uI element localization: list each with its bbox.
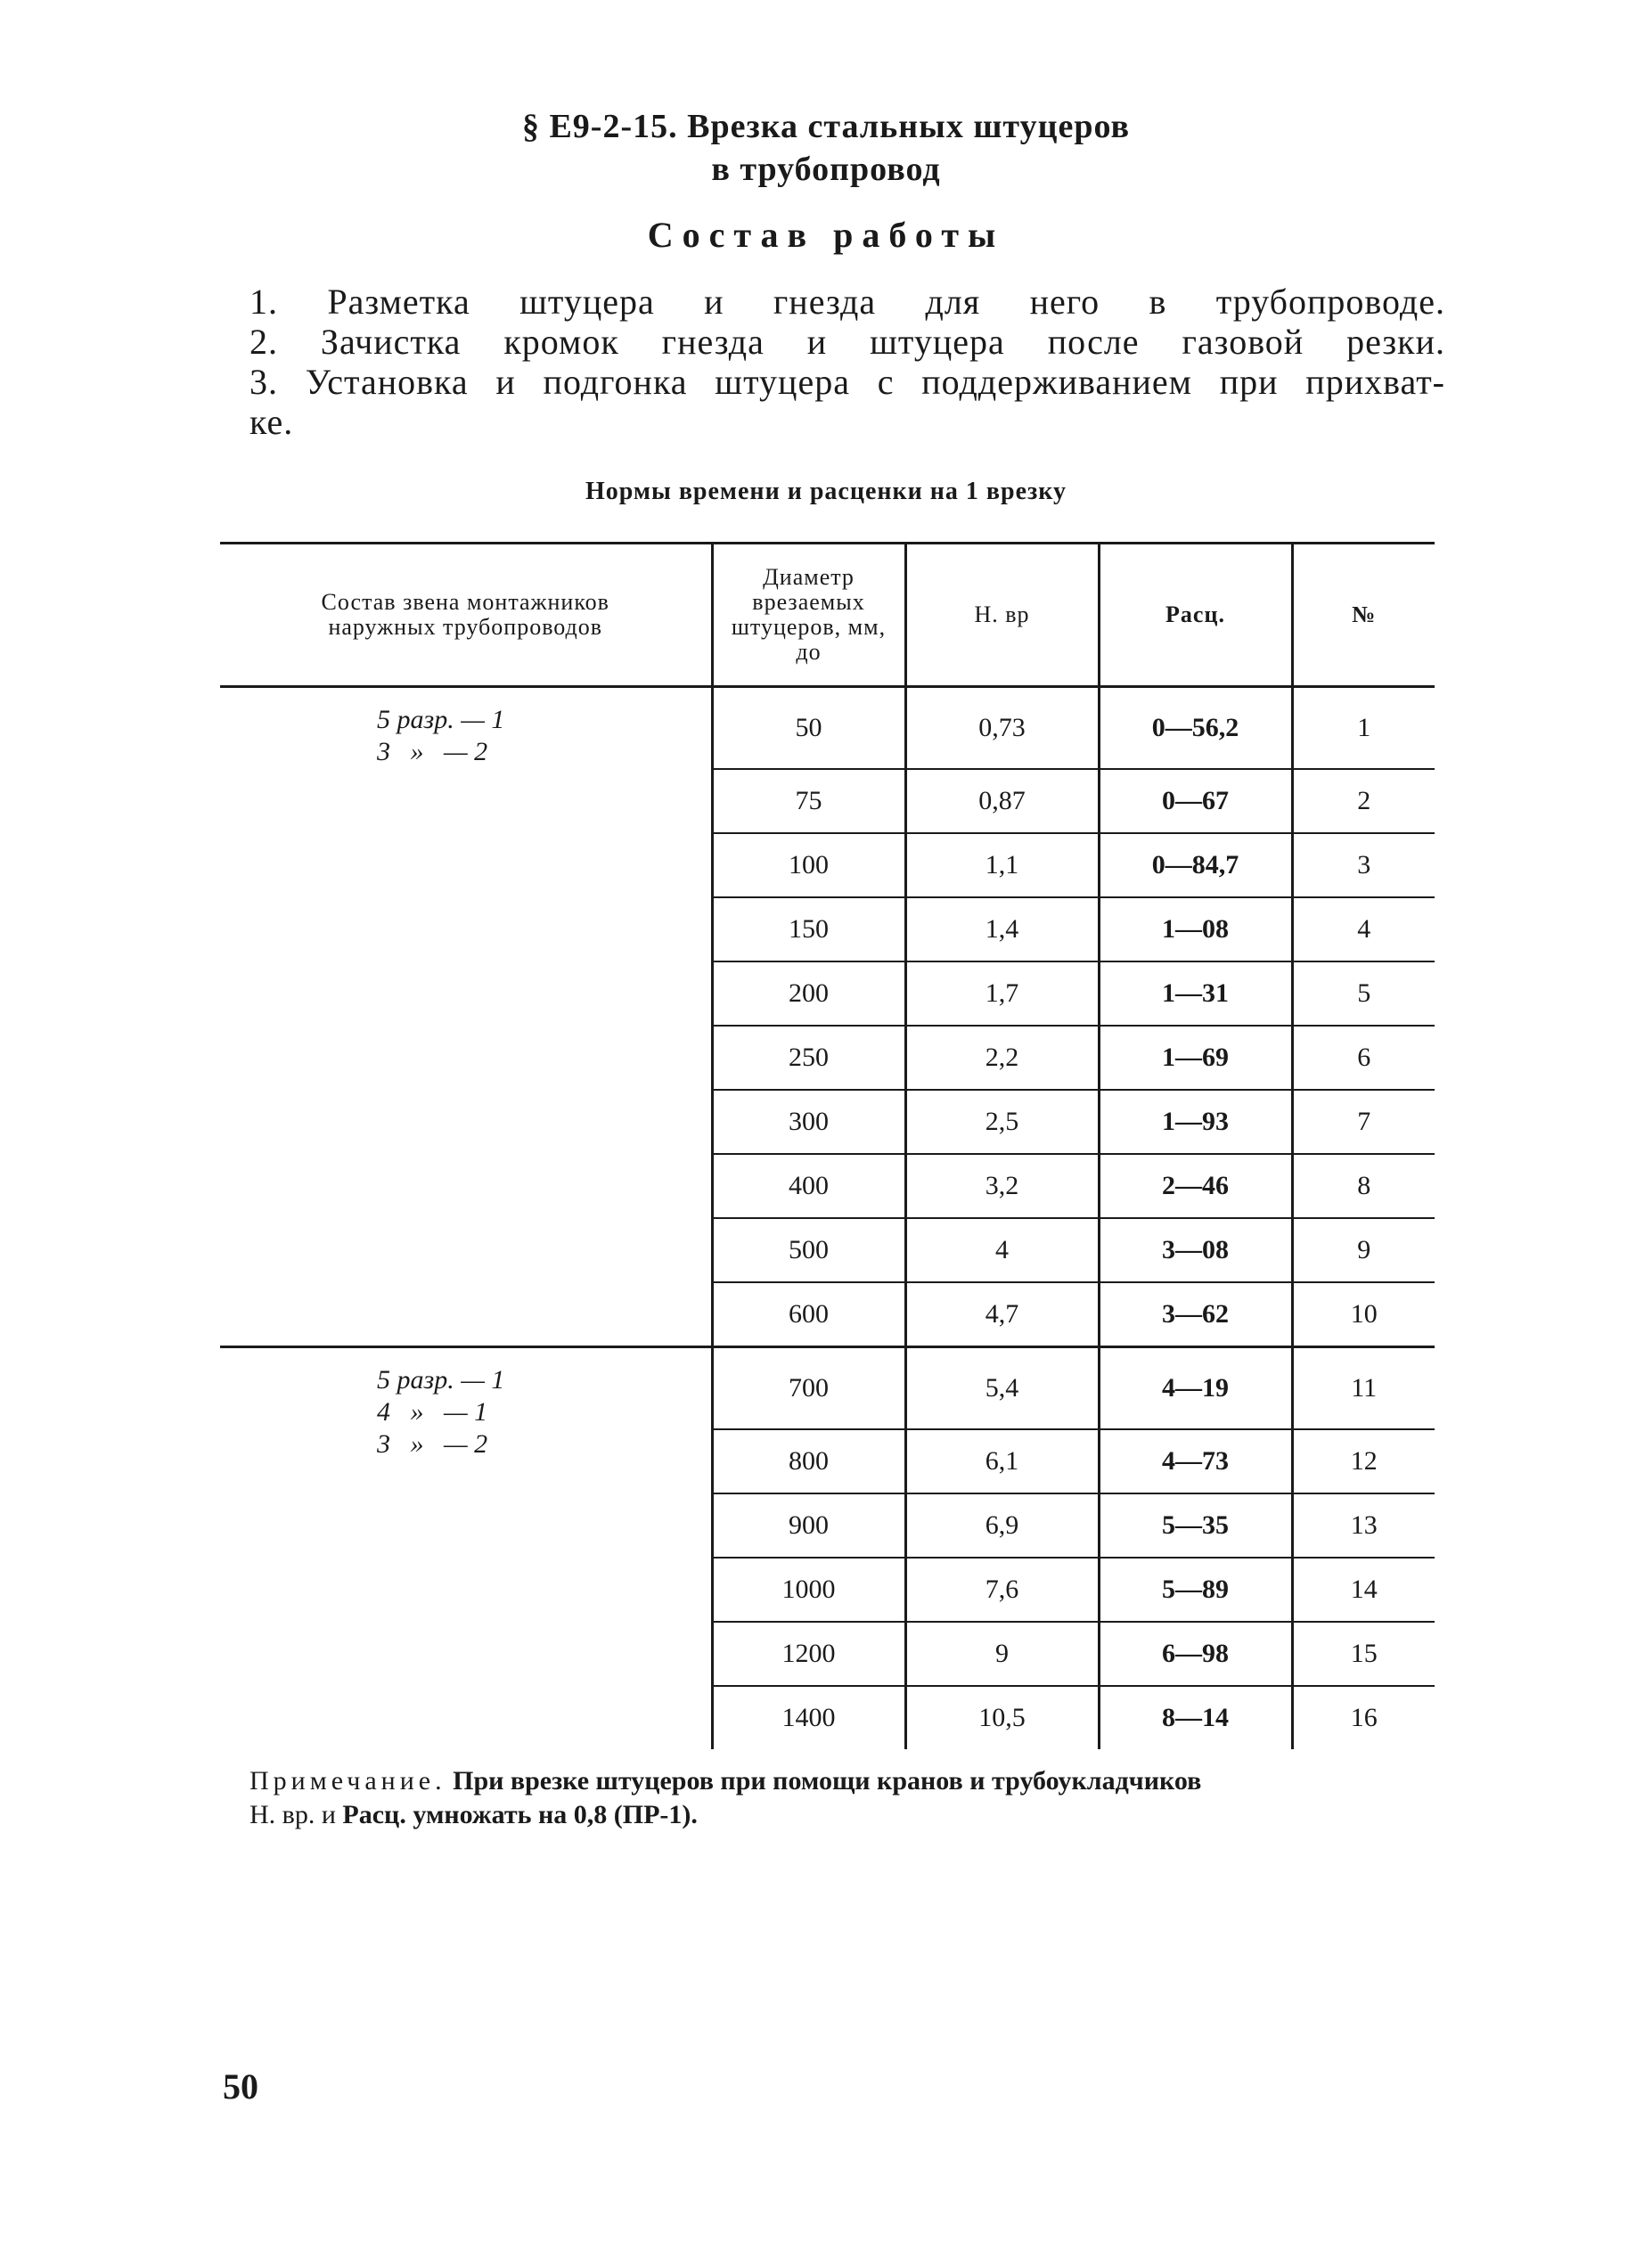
work-composition-heading: Состав работы bbox=[647, 215, 1005, 255]
norms-table bbox=[220, 542, 1435, 1749]
row-number-cell: 4 bbox=[1292, 897, 1435, 961]
diameter-cell: 700 bbox=[712, 1347, 905, 1430]
time-norm-cell: 10,5 bbox=[905, 1686, 1099, 1749]
diameter-cell: 800 bbox=[712, 1429, 905, 1493]
time-norm-cell: 2,2 bbox=[905, 1026, 1099, 1090]
time-norm-cell: 3,2 bbox=[905, 1154, 1099, 1218]
work-steps-list bbox=[249, 282, 1445, 442]
note bbox=[249, 1764, 1435, 1832]
note-label: Примечание. bbox=[249, 1766, 446, 1796]
rate-cell: 0—84,7 bbox=[1099, 833, 1292, 897]
time-norm-cell: 1,4 bbox=[905, 897, 1099, 961]
rate-cell: 1—08 bbox=[1099, 897, 1292, 961]
rate-cell: 8—14 bbox=[1099, 1686, 1292, 1749]
diameter-cell: 250 bbox=[712, 1026, 905, 1090]
table-caption: Нормы времени и расценки на 1 врезку bbox=[585, 478, 1067, 505]
diameter-cell: 200 bbox=[712, 961, 905, 1026]
rate-cell: 3—62 bbox=[1099, 1282, 1292, 1347]
row-number-cell: 2 bbox=[1292, 769, 1435, 833]
column-header-crew: Состав звена монтажников наружных трубопроводов bbox=[220, 544, 712, 687]
time-norm-cell: 5,4 bbox=[905, 1347, 1099, 1430]
note-and: и bbox=[315, 1800, 343, 1829]
time-norm-cell: 1,1 bbox=[905, 833, 1099, 897]
section-title-line-1: § Е9-2-15. Врезка стальных штуцеров bbox=[521, 108, 1131, 145]
crew-composition-cell bbox=[220, 1347, 712, 1750]
time-norm-cell: 6,9 bbox=[905, 1493, 1099, 1558]
rate-cell: 2—46 bbox=[1099, 1154, 1292, 1218]
note-text-1: При врезке штуцеров при помощи кранов и трубоукладчиков bbox=[446, 1766, 1202, 1796]
rate-cell: 4—19 bbox=[1099, 1347, 1292, 1430]
diameter-cell: 1000 bbox=[712, 1558, 905, 1622]
column-header-number: № bbox=[1292, 544, 1435, 687]
table-row bbox=[220, 687, 1435, 770]
rate-cell: 0—56,2 bbox=[1099, 687, 1292, 770]
table-body bbox=[220, 687, 1435, 1750]
row-number-cell: 11 bbox=[1292, 1347, 1435, 1430]
note-nvr: Н. вр. bbox=[249, 1800, 315, 1829]
time-norm-cell: 2,5 bbox=[905, 1090, 1099, 1154]
note-rate: Расц. bbox=[342, 1800, 406, 1829]
diameter-cell: 300 bbox=[712, 1090, 905, 1154]
crew-line: 5 разр. — 1 bbox=[377, 705, 505, 734]
page-number: 50 bbox=[223, 2066, 258, 2107]
diameter-cell: 75 bbox=[712, 769, 905, 833]
time-norm-cell: 9 bbox=[905, 1622, 1099, 1686]
row-number-cell: 7 bbox=[1292, 1090, 1435, 1154]
diameter-cell: 400 bbox=[712, 1154, 905, 1218]
diameter-cell: 1400 bbox=[712, 1686, 905, 1749]
crew-line: 4 » — 1 bbox=[377, 1397, 488, 1427]
row-number-cell: 13 bbox=[1292, 1493, 1435, 1558]
table-header-row bbox=[220, 544, 1435, 687]
time-norm-cell: 0,73 bbox=[905, 687, 1099, 770]
rate-cell: 4—73 bbox=[1099, 1429, 1292, 1493]
crew-line: 5 разр. — 1 bbox=[377, 1365, 505, 1395]
row-number-cell: 15 bbox=[1292, 1622, 1435, 1686]
rate-cell: 1—69 bbox=[1099, 1026, 1292, 1090]
row-number-cell: 5 bbox=[1292, 961, 1435, 1026]
row-number-cell: 3 bbox=[1292, 833, 1435, 897]
rate-cell: 0—67 bbox=[1099, 769, 1292, 833]
time-norm-cell: 4,7 bbox=[905, 1282, 1099, 1347]
row-number-cell: 9 bbox=[1292, 1218, 1435, 1282]
row-number-cell: 14 bbox=[1292, 1558, 1435, 1622]
section-title bbox=[0, 105, 1652, 191]
diameter-cell: 50 bbox=[712, 687, 905, 770]
rate-cell: 1—93 bbox=[1099, 1090, 1292, 1154]
work-step: 3. Установка и подгонка штуцера с поддерживанием при прихват- bbox=[249, 362, 1445, 402]
rate-cell: 5—35 bbox=[1099, 1493, 1292, 1558]
section-title-line-2: в трубопровод bbox=[711, 151, 941, 188]
crew-line: 3 » — 2 bbox=[377, 737, 488, 766]
column-header-rate: Расц. bbox=[1099, 544, 1292, 687]
table-row bbox=[220, 1347, 1435, 1430]
column-header-diameter: Диаметр врезаемых штуцеров, мм, до bbox=[712, 544, 905, 687]
crew-composition-cell bbox=[220, 687, 712, 1347]
rate-cell: 5—89 bbox=[1099, 1558, 1292, 1622]
diameter-cell: 100 bbox=[712, 833, 905, 897]
work-step: 1. Разметка штуцера и гнезда для него в трубопроводе. bbox=[249, 282, 1445, 322]
rate-cell: 6—98 bbox=[1099, 1622, 1292, 1686]
work-step: 2. Зачистка кромок гнезда и штуцера после газовой резки. bbox=[249, 322, 1445, 362]
time-norm-cell: 7,6 bbox=[905, 1558, 1099, 1622]
crew-line: 3 » — 2 bbox=[377, 1429, 488, 1459]
rate-cell: 1—31 bbox=[1099, 961, 1292, 1026]
note-text-2: умножать на 0,8 (ПР-1). bbox=[405, 1800, 698, 1829]
row-number-cell: 12 bbox=[1292, 1429, 1435, 1493]
diameter-cell: 500 bbox=[712, 1218, 905, 1282]
work-step: ке. bbox=[249, 402, 294, 442]
diameter-cell: 900 bbox=[712, 1493, 905, 1558]
row-number-cell: 8 bbox=[1292, 1154, 1435, 1218]
time-norm-cell: 1,7 bbox=[905, 961, 1099, 1026]
time-norm-cell: 0,87 bbox=[905, 769, 1099, 833]
diameter-cell: 150 bbox=[712, 897, 905, 961]
time-norm-cell: 6,1 bbox=[905, 1429, 1099, 1493]
diameter-cell: 1200 bbox=[712, 1622, 905, 1686]
row-number-cell: 10 bbox=[1292, 1282, 1435, 1347]
column-header-time-norm: Н. вр bbox=[905, 544, 1099, 687]
row-number-cell: 16 bbox=[1292, 1686, 1435, 1749]
row-number-cell: 6 bbox=[1292, 1026, 1435, 1090]
diameter-cell: 600 bbox=[712, 1282, 905, 1347]
rate-cell: 3—08 bbox=[1099, 1218, 1292, 1282]
time-norm-cell: 4 bbox=[905, 1218, 1099, 1282]
row-number-cell: 1 bbox=[1292, 687, 1435, 770]
